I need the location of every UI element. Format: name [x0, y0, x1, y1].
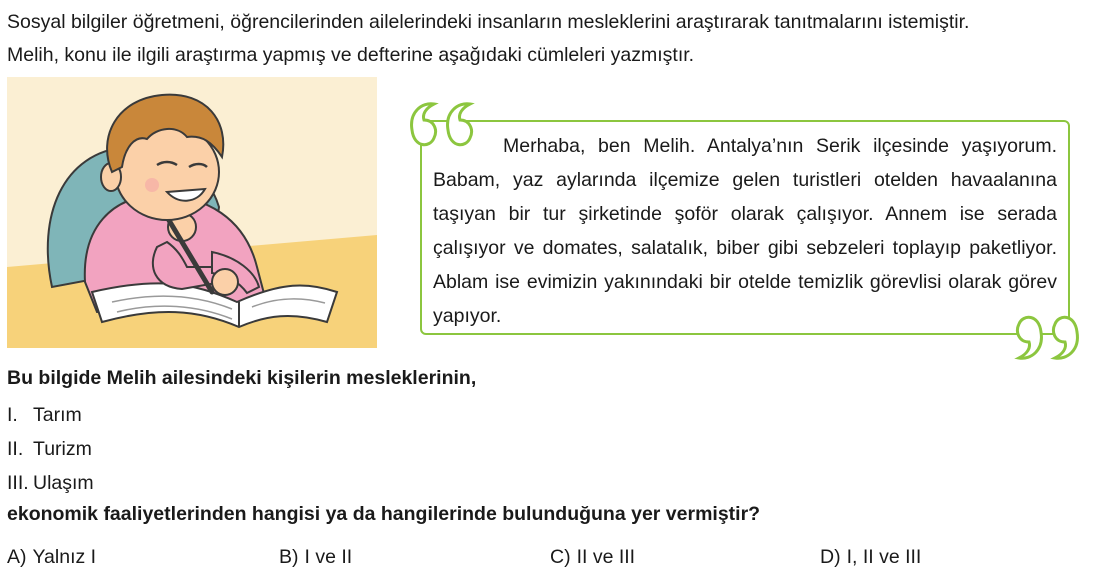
statement-number: I.	[7, 404, 18, 426]
boy-writing-illustration	[7, 77, 377, 348]
option-letter: B)	[279, 546, 299, 568]
statement-number: III.	[7, 472, 29, 494]
option-letter: D)	[820, 546, 841, 568]
statement-list	[7, 398, 94, 500]
statement-text: Turizm	[33, 438, 92, 460]
statement-item	[7, 432, 94, 466]
intro-text	[7, 6, 1102, 72]
option-text: I, II ve III	[846, 546, 922, 568]
statement-item	[7, 466, 94, 500]
option-text: I ve II	[304, 546, 353, 568]
question-stem: Bu bilgide Melih ailesindeki kişilerin mesleklerinin,	[7, 367, 477, 389]
intro-line-2: Melih, konu ile ilgili araştırma yapmış ve defterine aşağıdaki cümleleri yazmıştır.	[7, 44, 695, 66]
option-text: Yalnız I	[32, 546, 97, 568]
option-letter: A)	[7, 546, 27, 568]
option-a[interactable]	[7, 540, 96, 574]
option-b[interactable]	[279, 540, 352, 574]
option-letter: C)	[550, 546, 571, 568]
statement-text: Tarım	[33, 404, 82, 426]
statement-number: II.	[7, 438, 24, 460]
option-text: II ve III	[576, 546, 636, 568]
intro-line-1: Sosyal bilgiler öğretmeni, öğrencilerinden ailelerindeki insanların mesleklerini araştırarak tanıtmalarını istemiştir.	[7, 11, 970, 33]
answer-options	[7, 540, 1102, 574]
speech-text: Merhaba, ben Melih. Antalya’nın Serik ilçesinde yaşıyorum. Babam, yaz aylarında ilçemize gelen turistleri otelden havaalanına taşıyan bir tur şirketinde şoför olarak çalışıyor. Annem ise serada çalışıyor ve domates, salatalık, biber gibi sebzeleri toplayıp paketliyor. Ablam ise evimizin yakınındaki bir otelde temizlik görevlisi olarak görev yapıyor.	[433, 135, 1057, 327]
option-d[interactable]	[820, 540, 921, 574]
option-c[interactable]	[550, 540, 635, 574]
question-prompt: ekonomik faaliyetlerinden hangisi ya da hangilerinde bulunduğuna yer vermiştir?	[7, 503, 761, 525]
statement-item	[7, 398, 94, 432]
statement-text: Ulaşım	[33, 472, 94, 494]
